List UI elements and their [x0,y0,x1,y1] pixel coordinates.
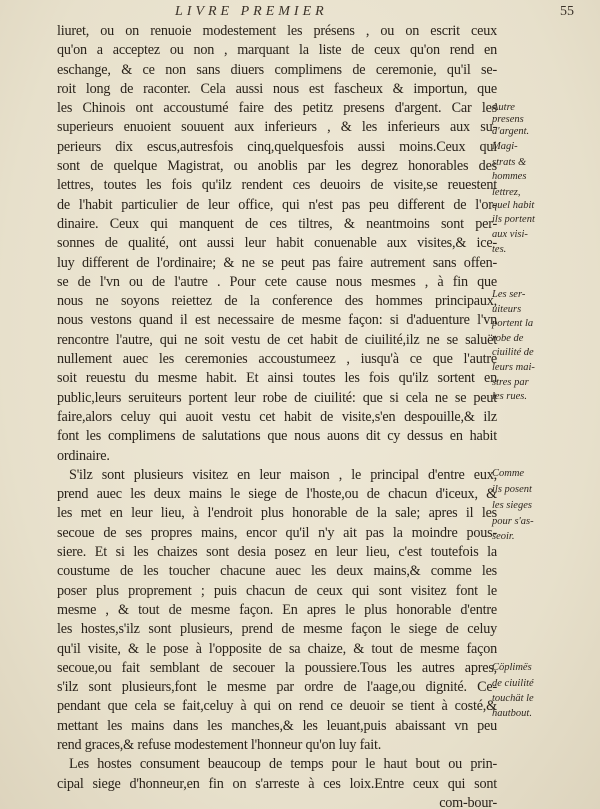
text-line: rencontre l'autre, qui ne soit vestu de cet habit de ciuilité,ilz ne se saluët [57,331,497,348]
text-line: qu'il visite, & le pose à l'opposite de sa chaize, & tout de mesme façon [57,640,497,657]
text-line: prend auec les deux mains le siege de l'hoste,ou de chacun d'iceux, & [57,486,497,503]
body-text [57,22,497,809]
margin-note-line: Comme [492,468,525,479]
text-line: nous vestons quand il est necessaire de mesme façon: si d'aduenture l'vn [57,312,497,329]
text-line: de l'habit particulier de leur office, qui n'est pas peu different de l'or- [57,196,497,213]
margin-note-line: ils posent [492,484,532,495]
text-line: les hostes,s'ilz sont plusieurs, prend de mesme façon le siege de celuy [57,621,497,638]
text-line: pendant que cela se fait,celuy à qui on rend ce deuoir se tient à costé,& [57,698,497,715]
text-line: soit reuestu du mesme habit. Et ainsi toutes les fois qu'ilz sortent en [57,370,497,387]
running-head: LIVRE PREMIER [175,4,328,19]
text-line: roit long de raconter. Cela aussi nous est fascheux & importun, que [57,80,497,97]
text-line: public,leurs seruiteurs portent leur robe de ciuilité: que si cela ne se peut [57,389,497,406]
margin-note-line: d'argent. [492,126,530,137]
text-line: eschange, & ce non sans diuers complimens de ceremonie, qu'il se- [57,61,497,78]
margin-note-line: uiteurs [492,304,522,315]
text-line: les Chinois ont accoustumé faire des petitz presens d'argent. Car les [57,100,497,117]
margin-note-line: leurs mai- [492,362,535,373]
text-line: dinaire. Ceux qui manquent de ces tiltres, & neantmoins sont per- [57,215,497,232]
text-line: nullement auec les ceremonies accoustumeez , iusqu'à ce que l'autre [57,351,497,368]
margin-note-line: hautbout. [492,708,532,719]
text-line: mesme , & tout de mesme façon. En apres le plus honorable d'entre [57,601,497,618]
margin-note-line: ciuilité de [492,347,534,358]
margin-note-line: portent la [492,318,534,329]
text-line: mettant les mains dans les manches,& les leuant,puis abaissant vn peu [57,717,497,734]
text-line: rend graces,& refuse modestement l'honneur qu'on luy fait. [57,736,382,753]
margin-note-line: touchät le [492,693,534,704]
page-number: 55 [560,4,574,19]
text-line: secoue de ses propres mains, encor qu'il n'y ait pas la moindre pous- [57,524,497,541]
margin-note-line: les rues. [492,391,527,402]
text-line: qu'on a acceptez ou non , marquant la liste de ceux qu'on rend en [57,42,497,59]
text-line: superieurs enuoient souuent aux inferieurs , & les inferieurs aux su- [57,119,497,136]
margin-note-line: strats & [492,157,527,168]
text-line: liuret, ou on renuoie modestement les présens , ou on escrit ceux [57,23,497,39]
margin-note-line: ils portent [492,214,535,225]
text-line: coustume de les toucher chacune auec les deux mains,& comme les [57,563,497,580]
margin-note-line: les sieges [492,500,532,511]
margin-note-line: presens [492,114,524,125]
text-line: lettres, toutes les fois qu'ilz rendent ces deuoirs de visite,se reuestent [57,177,497,194]
text-line: cipal siege d'honneur,en fin on s'arreste à ces loix.Entre ceux qui sont [57,775,497,792]
margin-note-line: Cöplimës [492,662,532,673]
text-line: sont de quelque Magistrat, ou anoblis par les degrez honorables des [57,158,497,175]
margin-note-line: pour s'as- [492,516,534,527]
margin-note-line: tes. [492,244,507,255]
text-line: les met en leur lieu, à l'endroit plus honorable de la sale; apres il les [57,505,497,522]
text-line: sonnes de qualité, ont aussi leur habit conuenable aux visites,& ice- [57,235,497,252]
text-line: secoue,ou fait semblant de secouer la poussiere.Tous les autres apres, [57,659,497,676]
text-line: perieurs dix escus,autresfois cinq,quelquesfois aussi moins.Ceux qui [57,138,497,155]
margin-note-line: robe de [492,333,524,344]
text-line: s'ilz sont plusieurs,font le mesme par ordre de l'aage,ou dignité. Ce- [57,679,497,696]
text-line: faire,alors celuy qui auoit vestu cet habit de visite,s'en despouille,& ilz [57,408,497,425]
text-line: se de l'vn ou de l'autre . Pour cete cause nous mesmes , à fin que [57,273,497,290]
text-line: ordinaire. [57,447,110,464]
margin-note-line: seoir. [492,531,515,542]
text-line: nous ne soyons reiettez de la conference des hommes principaux, [57,293,497,310]
text-line: font les complimens de salutations que nous auons dit cy dessus en habit [57,428,497,445]
text-line: S'ilz sont plusieurs visitez en leur maison , le principal d'entre eux, [69,466,497,483]
text-line: luy different de l'ordinaire; & ne se peut pas faire autrement sans offen- [57,254,497,271]
catchword: com-bour- [439,794,497,809]
text-line: poser plus proprement ; puis chacun de ceux qui sont visitez font le [57,582,497,599]
margin-note-line: aux visi- [492,229,528,240]
margin-note-line: de ciuilité [492,678,534,689]
margin-note-line: Autre [492,102,515,113]
margin-note-line: quel habit [492,200,535,211]
text-line: siere. Et si les chaizes sont desia posez en leur lieu, c'est toutefois la [57,544,497,561]
page-header [0,2,600,22]
margin-note-line: hommes [492,171,527,182]
margin-note-line: stres par [492,377,529,388]
margin-note-line: lettrez, [492,187,521,198]
margin-note-line: Les ser- [492,289,526,300]
margin-note-line: Magi- [492,141,518,152]
text-line: Les hostes consument beaucoup de temps pour le haut bout ou prin- [69,756,497,773]
